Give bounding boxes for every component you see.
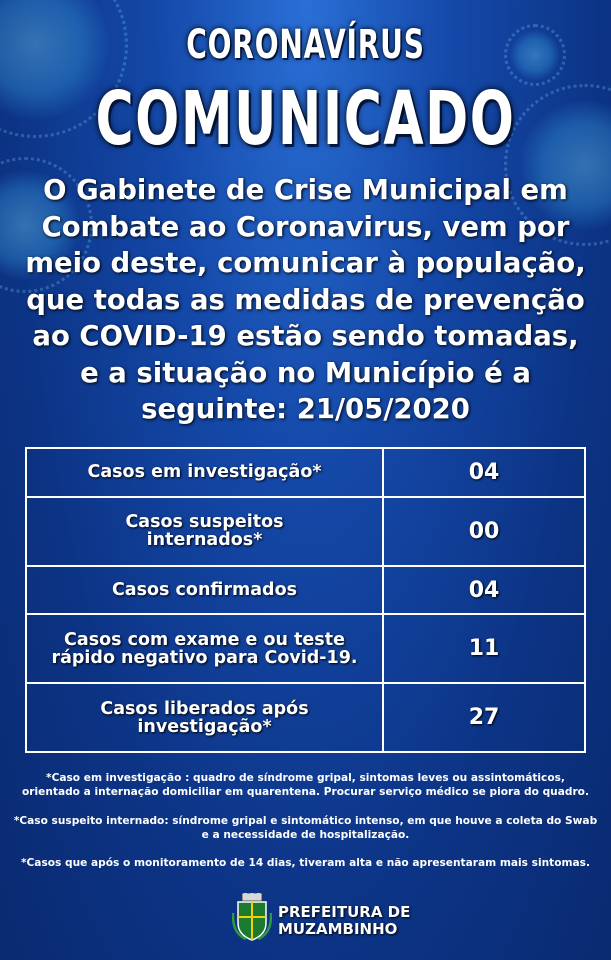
intro-line: e a situação no Município é a: [80, 356, 531, 389]
row-label: Casos confirmados: [26, 566, 383, 615]
intro-text: [20, 172, 591, 428]
coat-of-arms-icon: [232, 893, 272, 943]
row-value: 27: [383, 683, 585, 752]
header-title: CORONAVÍRUS: [186, 22, 425, 68]
brand-name: [278, 904, 410, 938]
row-label: Casos suspeitos internados*: [26, 497, 383, 566]
note-line: *Caso em investigação : quadro de síndrome gripal, sintomas leves ou assintomáticos,: [46, 772, 565, 784]
row-value: 04: [383, 448, 585, 497]
row-label: Casos em investigação*: [26, 448, 383, 497]
note-line: *Caso suspeito internado: síndrome gripal e sintomático intenso, em que houve a coleta do Swab: [13, 815, 598, 827]
row-value: 11: [383, 614, 585, 683]
intro-line: O Gabinete de Crise Municipal em: [43, 174, 568, 206]
table-row: [26, 683, 585, 752]
table-row: [26, 448, 585, 497]
header-subtitle: COMUNICADO: [95, 76, 516, 162]
brand-line: PREFEITURA DE: [278, 903, 411, 921]
intro-line: meio deste, comunicar à população,: [25, 247, 586, 279]
note-line: *Casos que após o monitoramento de 14 dias, tiveram alta e não apresentaram mais sintomas.: [20, 857, 590, 869]
table-row: [26, 614, 585, 683]
intro-line: ao COVID-19 estão sendo tomadas,: [32, 320, 579, 352]
row-label: Casos com exame e ou teste rápido negativo para Covid-19.: [26, 614, 383, 683]
intro-line: Combate ao Coronavirus, vem por: [41, 210, 570, 243]
intro-line: seguinte: 21/05/2020: [141, 393, 470, 425]
note-line: orientado a internação domiciliar em quarentena. Procurar serviço médico se piora do quadro.: [22, 786, 589, 798]
row-value: 00: [383, 497, 585, 566]
table-row: [26, 566, 585, 615]
row-label: Casos liberados após investigação*: [26, 683, 383, 752]
brand-line: MUZAMBINHO: [278, 920, 398, 938]
row-value: 04: [383, 566, 585, 615]
note-investigation: [10, 771, 601, 799]
table-row: [26, 497, 585, 566]
stats-table: [25, 447, 586, 753]
intro-line: que todas as medidas de prevenção: [26, 283, 585, 316]
note-line: e a necessidade de hospitalização.: [201, 829, 410, 841]
note-released: [10, 856, 601, 870]
note-suspect: [10, 814, 601, 842]
